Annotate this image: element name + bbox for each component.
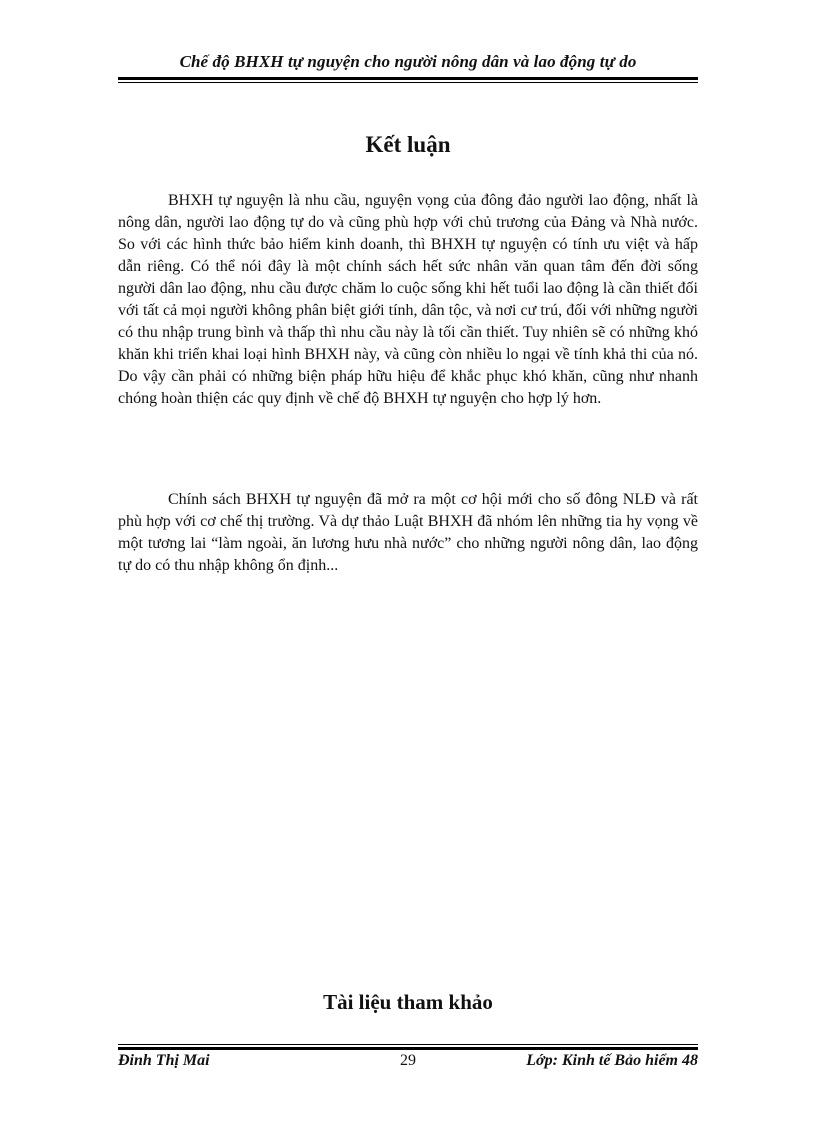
footer-author: Đinh Thị Mai [118, 1052, 210, 1069]
page-number: 29 [400, 1052, 416, 1069]
conclusion-heading: Kết luận [365, 132, 451, 157]
header-divider [118, 77, 698, 80]
footer-class-label: Lớp: Kinh tế Bảo hiểm 48 [526, 1052, 698, 1069]
page-header: Chế độ BHXH tự nguyện cho người nông dân và lao động tự do [179, 52, 637, 71]
conclusion-paragraph-1 [118, 190, 698, 410]
page-footer [118, 1052, 698, 1074]
references-heading: Tài liệu tham khảo [323, 990, 493, 1014]
paragraph-text: Chính sách BHXH tự nguyện đã mở ra một cơ hội mới cho số đông NLĐ và rất phù hợp với cơ chế thị trường. Và dự thảo Luật BHXH đã nhóm lên những tia hy vọng về một tương lai “làm ngoài, ăn lương hưu nhà nước” cho những người nông dân, lao động tự do có thu nhập không ổn định... [118, 491, 698, 574]
footer-divider [118, 1044, 698, 1045]
conclusion-paragraph-2 [118, 489, 698, 577]
paragraph-text: BHXH tự nguyện là nhu cầu, nguyện vọng của đông đảo người lao động, nhất là nông dân, người lao động tự do và cũng phù hợp với chủ trương của Đảng và Nhà nước. So với các hình thức bảo hiểm kinh doanh, thì BHXH tự nguyện có tính ưu việt và hấp dẫn riêng. Có thể nói đây là một chính sách hết sức nhân văn quan tâm đến đời sống người dân lao động, nhu cầu được chăm lo cuộc sống khi hết tuổi lao động là cần thiết đối với tất cả mọi người không phân biệt giới tính, dân tộc, và nơi cư trú, đối với những người có thu nhập trung bình và thấp thì nhu cầu này là tối cần thiết. Tuy nhiên sẽ có những khó khăn khi triển khai loại hình BHXH này, và cũng còn nhiều lo ngại về tính khả thi của nó. Do vậy cần phải có những biện pháp hữu hiệu để khắc phục khó khăn, cũng như nhanh chóng hoàn thiện các quy định về chế độ BHXH tự nguyện cho hợp lý hơn. [118, 192, 698, 407]
